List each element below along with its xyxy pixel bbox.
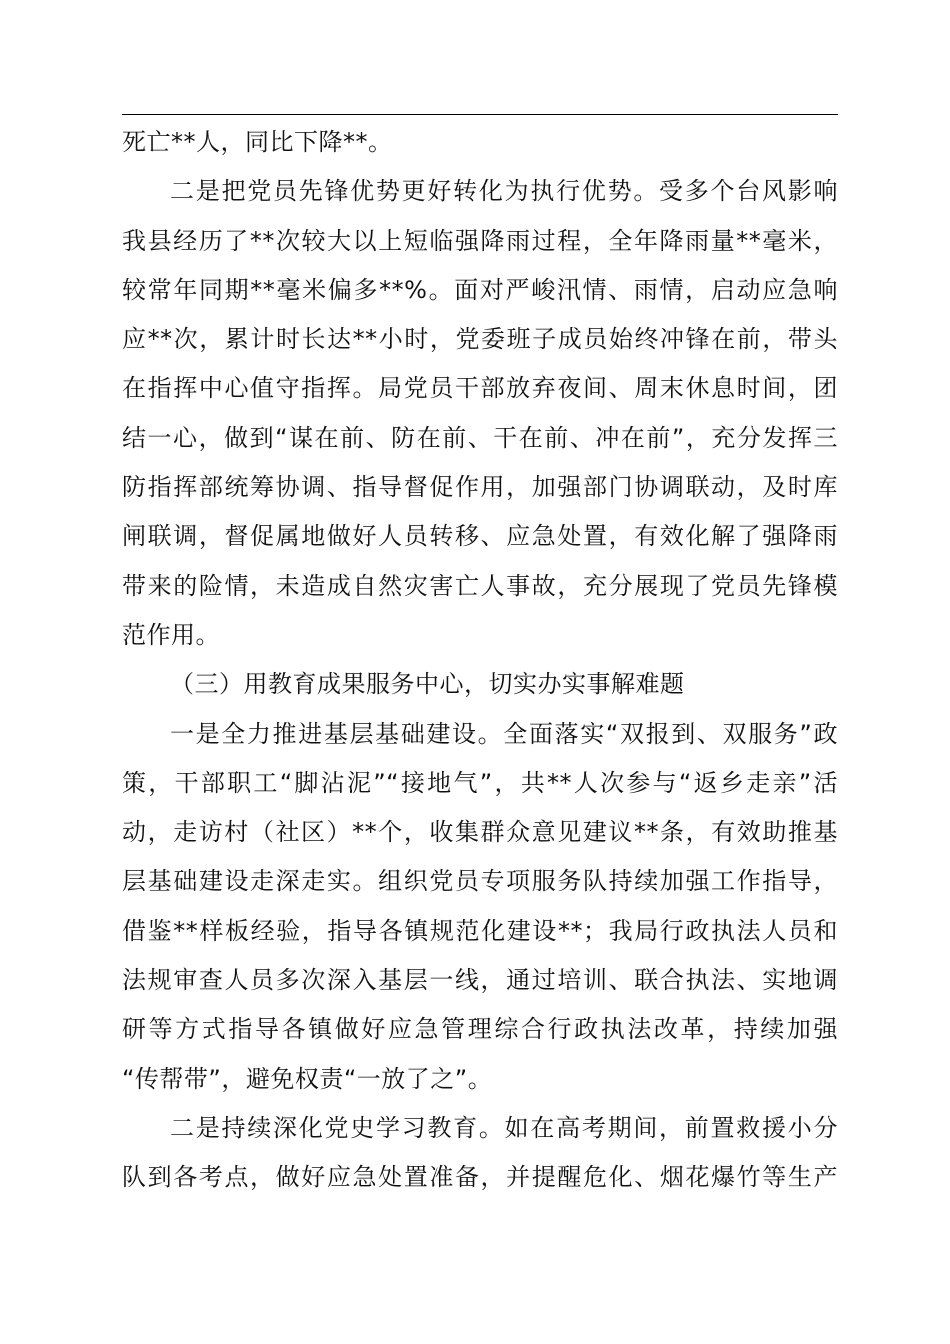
header-rule [122, 114, 838, 115]
text-line: 层基础建设走深走实。组织党员专项服务队持续加强工作指导， [122, 867, 838, 896]
text-line: 范作用。 [122, 620, 220, 649]
text-line: 结一心，做到“谋在前、防在前、干在前、冲在前”，充分发挥三 [122, 423, 838, 452]
text-line: 一是全力推进基层基础建设。全面落实“双报到、双服务”政 [170, 719, 838, 748]
text-line: 带来的险情，未造成自然灾害亡人事故，充分展现了党员先锋模 [122, 571, 838, 600]
text-line: 借鉴**样板经验，指导各镇规范化建设**；我局行政执法人员和 [122, 916, 838, 945]
text-line: 法规审查人员多次深入基层一线，通过培训、联合执法、实地调 [122, 966, 838, 995]
text-line: “传帮带”，避免权责“一放了之”。 [122, 1064, 493, 1093]
text-line: 闸联调，督促属地做好人员转移、应急处置，有效化解了强降雨 [122, 522, 838, 551]
document-body [122, 118, 838, 1203]
text-line: 动，走访村（社区）**个，收集群众意见建议**条，有效助推基 [122, 818, 838, 847]
text-line: 二是把党员先锋优势更好转化为执行优势。受多个台风影响 [170, 177, 838, 206]
text-line: 防指挥部统筹协调、指导督促作用，加强部门协调联动，及时库 [122, 473, 838, 502]
text-line: 较常年同期**毫米偏多**%。面对严峻汛情、雨情，启动应急响 [122, 275, 838, 304]
text-line: 我县经历了**次较大以上短临强降雨过程，全年降雨量**毫米， [122, 226, 838, 255]
section-heading: （三）用教育成果服务中心，切实办实事解难题 [170, 670, 685, 699]
text-line: 应**次，累计时长达**小时，党委班子成员始终冲锋在前，带头 [122, 325, 838, 354]
text-line: 死亡**人，同比下降**。 [122, 128, 393, 156]
text-line: 研等方式指导各镇做好应急管理综合行政执法改革，持续加强 [122, 1015, 838, 1044]
text-line: 在指挥中心值守指挥。局党员干部放弃夜间、周末休息时间，团 [122, 374, 838, 403]
text-line: 策，干部职工“脚沾泥”“接地气”，共**人次参与“返乡走亲”活 [122, 768, 838, 797]
text-line: 二是持续深化党史学习教育。如在高考期间，前置救援小分 [170, 1113, 838, 1142]
text-line: 队到各考点，做好应急处置准备，并提醒危化、烟花爆竹等生产 [122, 1163, 838, 1192]
